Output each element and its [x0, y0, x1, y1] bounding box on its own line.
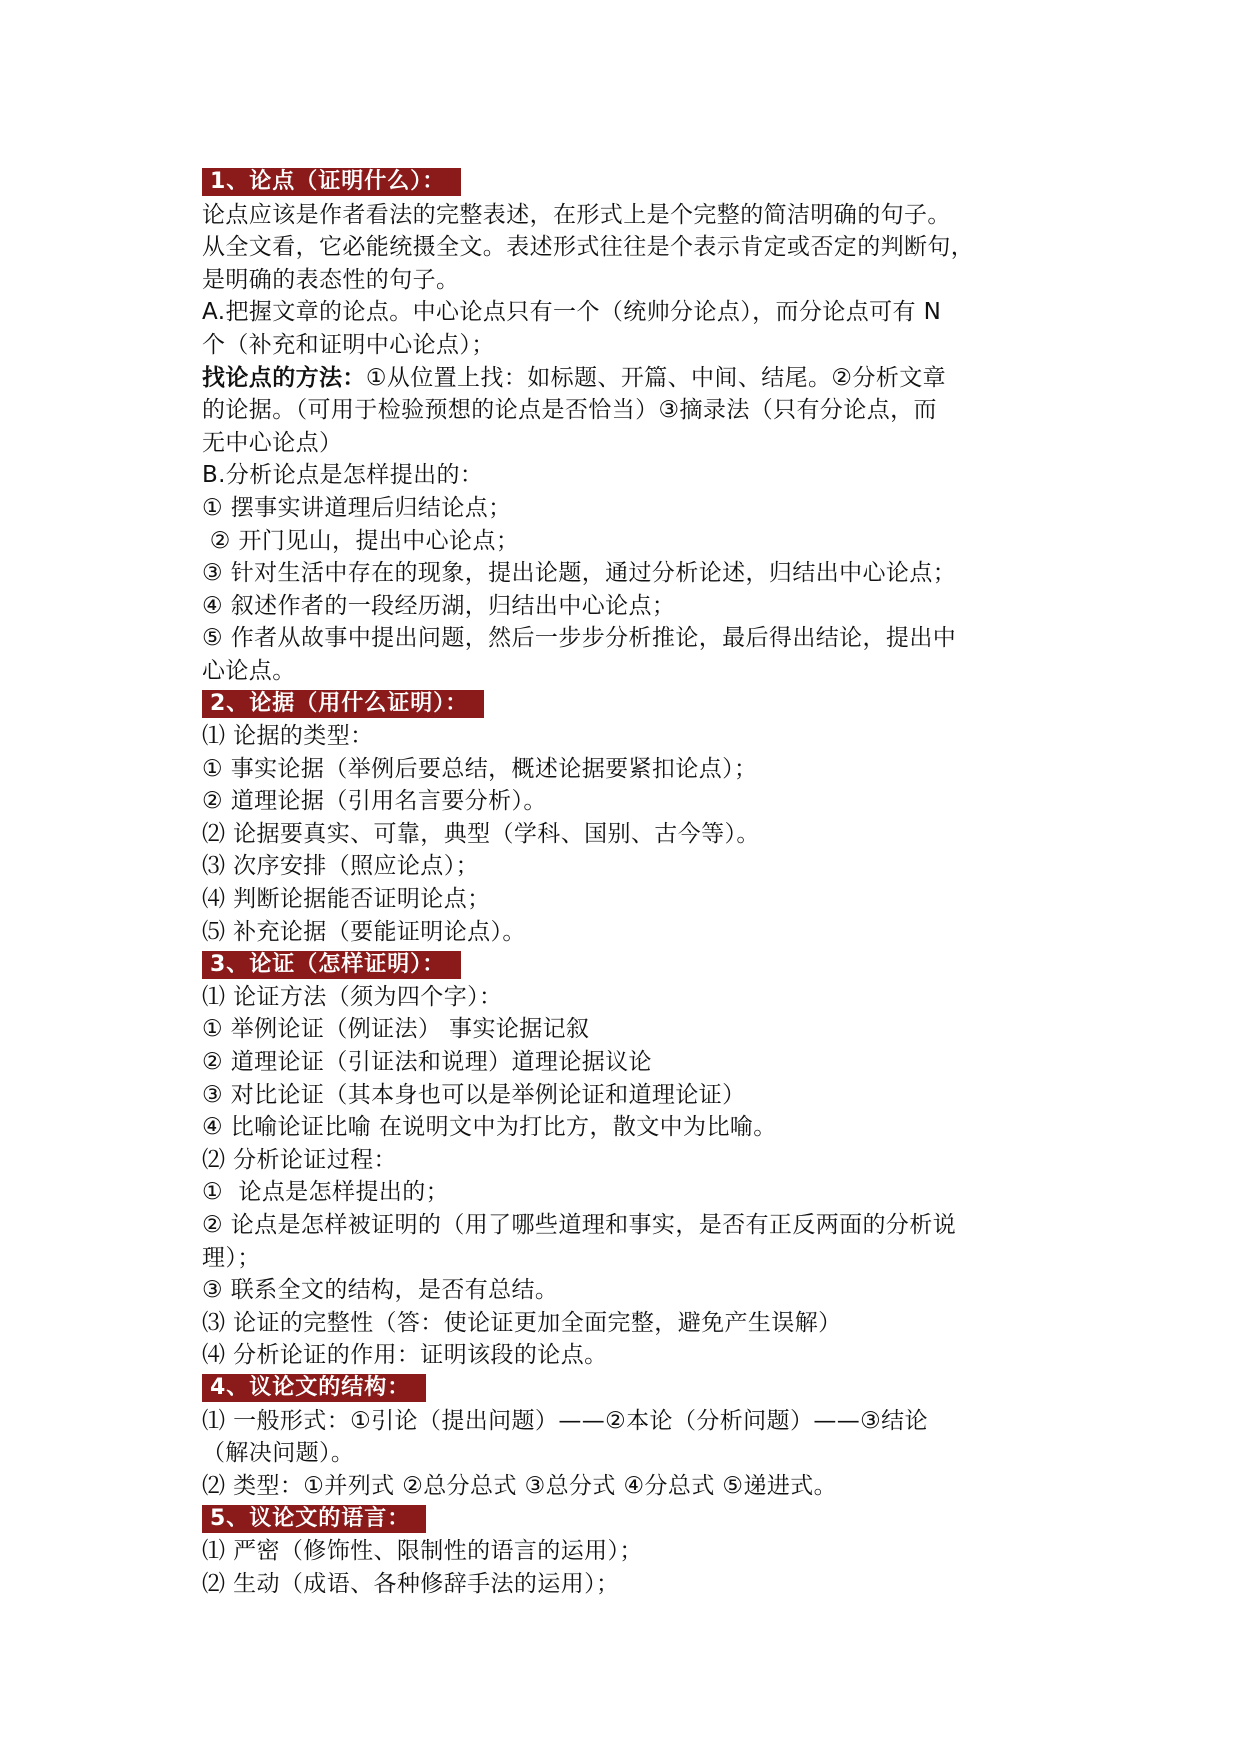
text-line: ① 摆事实讲道理后归结论点； — [202, 494, 512, 521]
text-line: 个（补充和证明中心论点）； — [202, 331, 495, 358]
section-5-heading-row — [202, 1502, 1062, 1535]
text-line: ② 开门见山，提出中心论点； — [202, 527, 520, 554]
text-line: ⑵ 类型：①并列式 ②总分总式 ③总分式 ④分总式 ⑤递进式。 — [202, 1472, 838, 1499]
document-page — [202, 166, 1062, 1600]
text-line: ② 论点是怎样被证明的（用了哪些道理和事实，是否有正反两面的分析说 — [202, 1212, 957, 1238]
section-2-heading: 2、论据（用什么证明）： — [202, 690, 484, 718]
text-line: ⑵ 论据要真实、可靠，典型（学科、国别、古今等）。 — [202, 820, 760, 847]
section-1-heading-row — [202, 166, 1062, 199]
text-line: ⑴ 论证方法（须为四个字）： — [202, 983, 503, 1010]
text-line: ⑴ 论据的类型： — [202, 723, 374, 750]
text-line: （解决问题）。 — [202, 1440, 355, 1467]
text-line: 从全文看，它必能统摄全文。表述形式往往是个表示肯定或否定的判断句， — [202, 234, 975, 261]
text-line: ① 事实论据（举例后要总结，概述论据要紧扣论点）； — [202, 755, 758, 782]
method-label: 找论点的方法： — [202, 364, 366, 391]
text-line: ③ 联系全文的结构，是否有总结。 — [202, 1277, 559, 1304]
section-3-heading-row — [202, 948, 1062, 981]
text-line: ④ 比喻论证比喻 在说明文中为打比方，散文中为比喻。 — [202, 1114, 777, 1141]
text-line: B.分析论点是怎样提出的： — [202, 462, 484, 489]
text-line: ③ 针对生活中存在的现象，提出论题，通过分析论述，归结出中心论点； — [202, 560, 957, 587]
text-line: ⑷ 判断论据能否证明论点； — [202, 886, 491, 913]
text-line: ① 举例论证（例证法） 事实论据记叙 — [202, 1016, 590, 1043]
text-line: 心论点。 — [202, 657, 296, 684]
text-line: ⑴ 严密（修饰性、限制性的语言的运用）； — [202, 1537, 643, 1564]
text-line: ⑶ 次序安排（照应论点）； — [202, 853, 480, 880]
text-line: 无中心论点） — [202, 429, 343, 456]
text-line: ⑵ 生动（成语、各种修辞手法的运用）； — [202, 1570, 620, 1597]
section-5-heading: 5、议论文的语言： — [202, 1505, 426, 1533]
text-line: ⑤ 作者从故事中提出问题，然后一步步分析推论，最后得出结论，提出中 — [202, 625, 957, 652]
text-line: ① 论点是怎样提出的； — [202, 1179, 450, 1206]
text-line: ⑵ 分析论证过程： — [202, 1146, 397, 1173]
text-line: ② 道理论据（引用名言要分析）。 — [202, 788, 547, 815]
text-line: 的论据。（可用于检验预想的论点是否恰当）③摘录法（只有分论点，而 — [202, 397, 937, 424]
text-line: 论点应该是作者看法的完整表述，在形式上是个完整的简洁明确的句子。 — [202, 201, 951, 228]
text-line: 是明确的表态性的句子。 — [202, 266, 460, 293]
section-1-heading: 1、论点（证明什么）： — [202, 168, 461, 196]
section-4-heading-row — [202, 1372, 1062, 1405]
text-line: ④ 叙述作者的一段经历湖，归结出中心论点； — [202, 592, 676, 619]
text-line: ⑸ 补充论据（要能证明论点）。 — [202, 918, 526, 945]
section-3-heading: 3、论证（怎样证明）： — [202, 951, 461, 979]
section-4-heading: 4、议论文的结构： — [202, 1374, 426, 1402]
text-line: ⑴ 一般形式：①引论（提出问题）——②本论（分析问题）——③结论 — [202, 1407, 928, 1434]
text-line: ⑷ 分析论证的作用：证明该段的论点。 — [202, 1342, 608, 1369]
section-2-heading-row — [202, 688, 1062, 721]
text-line: A.把握文章的论点。中心论点只有一个（统帅分论点），而分论点可有 N — [202, 299, 942, 326]
method-line — [202, 362, 1062, 395]
method-text: ①从位置上找：如标题、开篇、中间、结尾。②分析文章 — [365, 364, 947, 391]
text-line: ② 道理论证（引证法和说理）道理论据议论 — [202, 1049, 652, 1076]
text-line: ③ 对比论证（其本身也可以是举例论证和道理论证） — [202, 1081, 746, 1108]
text-line: 理）； — [202, 1244, 261, 1271]
text-line: ⑶ 论证的完整性（答：使论证更加全面完整，避免产生误解） — [202, 1309, 842, 1336]
